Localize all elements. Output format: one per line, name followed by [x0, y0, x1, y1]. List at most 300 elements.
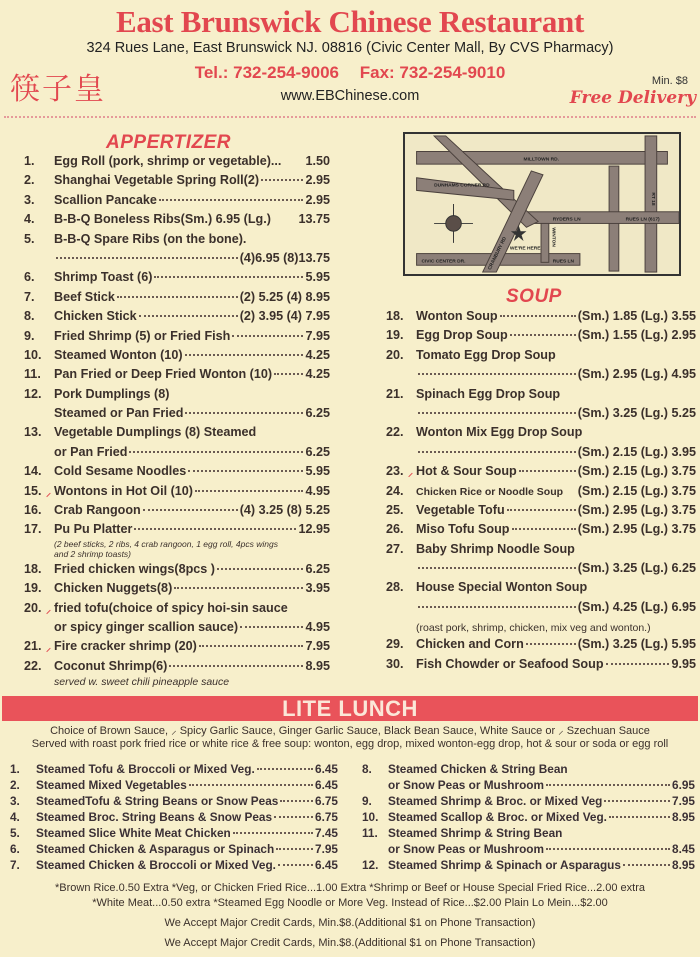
menu-item: [362, 810, 695, 826]
menu-item: [24, 290, 330, 309]
item-number: 4.: [10, 810, 20, 824]
hot-pepper-icon: ⸝: [408, 468, 413, 480]
menu-item-line: [362, 794, 695, 810]
item-name: B-B-Q Spare Ribs (on the bone).: [54, 231, 247, 246]
website-link[interactable]: www.EBChinese.com: [280, 88, 420, 104]
dotted-leader: [143, 509, 238, 511]
menu-item: [386, 484, 696, 503]
menu-item-line: [24, 406, 330, 425]
dotted-leader: [507, 509, 576, 511]
menu-item-line: [24, 173, 330, 192]
menu-item: [362, 826, 695, 858]
menu-item-line: [386, 387, 696, 406]
dotted-leader: [154, 276, 303, 278]
menu-item: [10, 762, 338, 778]
item-number: 22.: [24, 658, 42, 673]
item-number: 10.: [24, 347, 42, 362]
item-description: (2 beef sticks, 2 ribs, 4 crab rangoon, 1 egg roll, 4pcs wings and 2 shrimp toasts): [54, 538, 278, 559]
menu-item: [24, 522, 330, 558]
item-number: 1.: [10, 762, 20, 776]
map-label: RUES LN: [552, 259, 575, 265]
item-number: 13.: [24, 425, 42, 440]
item-number: 20.: [386, 347, 404, 362]
menu-item: [24, 367, 330, 386]
item-name: Vegetable Tofu: [416, 502, 505, 517]
restaurant-name: East Brunswick Chinese Restaurant: [115, 4, 585, 39]
item-price: 6.95: [672, 778, 695, 792]
item-name: Steamed Slice White Meat Chicken: [36, 826, 231, 840]
menu-item: [24, 173, 330, 192]
item-number: 4.: [24, 212, 35, 227]
item-price: (Sm.) 3.25 (Lg.) 5.95: [577, 637, 696, 652]
dotted-leader: [185, 354, 304, 356]
item-price: (Sm.) 4.25 (Lg.) 6.95: [577, 599, 696, 614]
menu-item: [24, 309, 330, 328]
item-price: (Sm.) 1.55 (Lg.) 2.95: [577, 328, 696, 343]
hot-pepper-icon: ⸝: [46, 487, 51, 499]
dotted-leader: [174, 587, 303, 589]
item-name: Pork Dumplings (8): [54, 386, 170, 401]
dotted-leader: [512, 528, 576, 530]
map-road: [417, 178, 514, 200]
item-name: Steamed Chicken & Asparagus or Spinach: [36, 842, 275, 856]
menu-item-line: [24, 484, 330, 503]
dotted-leader: [519, 470, 576, 472]
map-road: [541, 223, 549, 262]
dotted-leader: [418, 567, 576, 569]
item-name: Scallion Pancake: [54, 192, 157, 207]
hot-pepper-icon: ⸝: [46, 643, 51, 655]
item-price: (2) 5.25 (4) 8.95: [239, 289, 330, 304]
dotted-leader: [604, 800, 670, 802]
menu-item-line: [362, 810, 695, 826]
dotted-leader: [261, 179, 303, 181]
item-number: 18.: [386, 309, 404, 323]
item-price: 2.95: [305, 173, 330, 188]
dotted-leader: [217, 568, 304, 570]
telephone[interactable]: Tel.: 732-254-9006: [194, 63, 339, 82]
item-number: 14.: [24, 464, 42, 479]
item-name: House Special Wonton Soup: [416, 580, 588, 595]
item-number: 24.: [386, 483, 404, 498]
item-number: 25.: [386, 502, 404, 517]
menu-item: [10, 810, 338, 826]
item-name: Fried chicken wings(8pcs ): [54, 561, 215, 576]
item-number: 3.: [10, 794, 20, 808]
item-number: 20.: [24, 600, 42, 615]
dotted-leader: [280, 800, 313, 802]
dotted-leader: [274, 373, 303, 375]
menu-item-line: [362, 842, 695, 858]
menu-item: [386, 522, 696, 541]
menu-item-line: [24, 193, 330, 212]
menu-item-line: [386, 367, 696, 386]
menu-item-line: [386, 348, 696, 367]
item-number: 8.: [24, 309, 35, 324]
appetizer-list: [24, 154, 330, 688]
map-label: RT 18: [649, 192, 655, 206]
item-price: 8.95: [672, 858, 695, 872]
menu-item: [24, 581, 330, 600]
item-number: 12.: [362, 858, 379, 872]
item-name: Steamed or Pan Fried: [54, 406, 184, 421]
menu-item: [24, 503, 330, 522]
menu-item-line: [362, 858, 695, 874]
item-number: 21.: [386, 386, 404, 401]
menu-item: [10, 778, 338, 794]
item-name: Wonton Soup: [416, 309, 498, 323]
item-name: Steamed Shrimp & Broc. or Mixed Veg: [388, 794, 603, 808]
menu-item-line: [10, 762, 338, 778]
item-price: (Sm.) 3.25 (Lg.) 6.25: [577, 561, 696, 576]
menu-item-line: [24, 154, 330, 173]
menu-item: [24, 562, 330, 581]
item-price: (2) 3.95 (4) 7.95: [239, 309, 330, 324]
menu-item-line: [24, 290, 330, 309]
item-name: Miso Tofu Soup: [416, 522, 510, 537]
menu-item-line: [24, 212, 330, 231]
item-name: Wontons in Hot Oil (10): [54, 483, 193, 498]
menu-item-line: [386, 600, 696, 619]
item-number: 10.: [362, 810, 379, 824]
item-price: 4.25: [305, 367, 330, 382]
lite-lunch-left-list: [10, 762, 338, 874]
dotted-leader: [526, 643, 576, 645]
item-number: 30.: [386, 656, 404, 671]
item-price: 8.95: [672, 810, 695, 824]
item-number: 28.: [386, 580, 404, 595]
item-name: fried tofu(choice of spicy hoi-sin sauce: [54, 600, 288, 615]
item-number: 23.: [386, 464, 404, 479]
header-divider: [4, 116, 696, 118]
item-name: Steamed Scallop & Broc. or Mixed Veg.: [388, 810, 607, 824]
credit-card-note: We Accept Major Credit Cards, Min.$8.(Additional $1 on Phone Transaction): [164, 937, 536, 949]
menu-item: [386, 328, 696, 347]
item-price: 12.95: [298, 522, 330, 537]
menu-item: [24, 601, 330, 640]
item-number: 15.: [24, 483, 42, 498]
item-name: or Snow Peas or Mushroom: [388, 842, 545, 856]
item-name: Shanghai Vegetable Spring Roll(2): [54, 173, 260, 188]
dotted-leader: [195, 490, 303, 492]
menu-item-line: [24, 445, 330, 464]
menu-item: [10, 858, 338, 874]
item-price: (4)6.95 (8)13.75: [239, 250, 330, 265]
item-number: 2.: [10, 778, 20, 792]
menu-item: [24, 387, 330, 426]
lite-lunch-heading: LITE LUNCH: [2, 696, 698, 721]
menu-item: [386, 542, 696, 581]
menu-item: [386, 580, 696, 637]
menu-item: [24, 193, 330, 212]
menu-item-line: [10, 858, 338, 874]
menu-item-line: [24, 329, 330, 348]
item-price: 9.95: [671, 656, 696, 671]
item-name: Fish Chowder or Seafood Soup: [416, 656, 604, 671]
dotted-leader: [278, 864, 313, 866]
map-label: CRANBURY RD: [487, 236, 509, 271]
soup-list: [386, 309, 696, 676]
fax: Fax: 732-254-9010: [359, 63, 506, 82]
item-name: Steamed Broc. String Beans & Snow Peas: [36, 810, 273, 824]
item-price: 3.95: [305, 581, 330, 596]
extras-note: *Brown Rice.0.50 Extra *Veg, or Chicken Fried Rice...1.00 Extra *Shrimp or Beef or House Special Fried Rice...2.00 extra: [55, 882, 645, 894]
menu-item-line: [386, 580, 696, 599]
extras-note: *White Meat...0.50 extra *Steamed Egg Noodle or More Veg. Instead of Rice...$2.00 Plain Lo Mein...$2.00: [92, 897, 608, 909]
menu-item-line: [24, 348, 330, 367]
menu-item-line: [386, 445, 696, 464]
item-number: 17.: [24, 522, 42, 537]
menu-item: [10, 826, 338, 842]
dotted-leader: [500, 315, 576, 317]
menu-item-line: [24, 425, 330, 444]
item-price: 6.25: [305, 406, 330, 421]
menu-item-line: [386, 406, 696, 425]
item-price: 6.45: [315, 762, 338, 776]
dotted-leader: [169, 665, 303, 667]
menu-item: [386, 464, 696, 483]
credit-card-note: We Accept Major Credit Cards, Min.$8.(Additional $1 on Phone Transaction): [164, 917, 536, 929]
item-name: Cold Sesame Noodles: [54, 464, 187, 479]
menu-item-line: [386, 328, 696, 347]
dotted-leader: [240, 626, 303, 628]
menu-item: [386, 425, 696, 464]
item-number: 6.: [24, 270, 35, 285]
dotted-leader: [134, 528, 296, 530]
served-with-note: Served with roast pork fried rice or white rice & free soup: wonton, egg drop, mixed wonton-egg drop, hot & sour or soda or egg roll: [31, 738, 669, 750]
dotted-leader: [418, 412, 576, 414]
menu-item: [362, 858, 695, 874]
item-price: 7.95: [672, 794, 695, 808]
menu-item: [386, 309, 696, 328]
menu-item-line: [24, 270, 330, 289]
item-price: (4) 3.25 (8) 5.25: [239, 503, 330, 518]
item-name: Baby Shrimp Noodle Soup: [416, 541, 575, 556]
item-price: 13.75: [298, 212, 330, 227]
item-name: SteamedTofu & String Beans or Snow Peas: [36, 794, 279, 808]
menu-item: [386, 387, 696, 426]
dotted-leader: [139, 315, 238, 317]
map-label: RUES LN (617): [625, 217, 660, 223]
item-number: 7.: [10, 858, 20, 872]
menu-item: [24, 329, 330, 348]
menu-item: [24, 232, 330, 271]
menu-item-line: [386, 561, 696, 580]
item-price: 7.95: [305, 639, 330, 654]
item-price: (Sm.) 2.15 (Lg.) 3.75: [577, 464, 696, 479]
item-number: 6.: [10, 842, 20, 856]
menu-item: [10, 794, 338, 810]
item-name: Crab Rangoon: [54, 503, 141, 518]
menu-item-line: [362, 762, 695, 778]
item-name: Steamed Shrimp & String Bean: [388, 826, 563, 840]
item-name: B-B-Q Boneless Ribs(Sm.) 6.95 (Lg.): [54, 212, 271, 227]
menu-item-line: [386, 309, 696, 328]
item-price: (Sm.) 3.25 (Lg.) 5.25: [577, 405, 696, 420]
item-name: Fried Shrimp (5) or Fried Fish: [54, 328, 231, 343]
menu-item: [386, 503, 696, 522]
dotted-leader: [188, 470, 303, 472]
item-price: 8.95: [305, 658, 330, 673]
menu-item-line: [24, 601, 330, 620]
item-number: 9.: [24, 328, 35, 343]
menu-item-line: [24, 232, 330, 251]
item-name: or spicy ginger scallion sauce): [54, 619, 239, 634]
item-number: 9.: [362, 794, 372, 808]
menu-item: [24, 212, 330, 231]
item-price: 2.95: [305, 192, 330, 207]
item-number: 5.: [10, 826, 20, 840]
item-name: Chicken Nuggets(8): [54, 581, 173, 596]
menu-item: [362, 794, 695, 810]
dotted-leader: [418, 606, 576, 608]
item-number: 19.: [386, 328, 404, 343]
dotted-leader: [159, 199, 304, 201]
soup-heading: SOUP: [506, 286, 562, 307]
menu-item: [386, 348, 696, 387]
item-number: 8.: [362, 762, 372, 776]
menu-item-line: [24, 639, 330, 658]
item-price: 6.75: [315, 810, 338, 824]
item-number: 3.: [24, 192, 35, 207]
sauce-choice-note: Choice of Brown Sauce, ⸝ Spicy Garlic Sauce, Ginger Garlic Sauce, Black Bean Sauce, White Sauce or ⸝ Szechuan Sauce: [50, 725, 650, 737]
item-name: Hot & Sour Soup: [416, 464, 517, 479]
item-name: Steamed Mixed Vegetables: [36, 778, 187, 792]
item-name: Egg Roll (pork, shrimp or vegetable)...: [54, 154, 282, 168]
item-description: (roast pork, shrimp, chicken, mix veg and wonton.): [416, 622, 651, 635]
menu-item-line: [24, 620, 330, 639]
item-price: 1.50: [305, 154, 330, 168]
dotted-leader: [546, 784, 670, 786]
dotted-leader: [129, 451, 303, 453]
menu-item-line: [24, 309, 330, 328]
dotted-leader: [609, 816, 670, 818]
item-number: 21.: [24, 639, 42, 654]
free-delivery: Free Delivery: [569, 88, 696, 108]
item-name: Coconut Shrimp(6): [54, 658, 168, 673]
menu-item: [386, 657, 696, 676]
chinese-name-logo: 筷子皇: [10, 72, 106, 107]
item-name: or Snow Peas or Mushroom: [388, 778, 545, 792]
dotted-leader: [257, 768, 313, 770]
item-name: Fire cracker shrimp (20): [54, 639, 197, 654]
item-price: 8.45: [672, 842, 695, 856]
dotted-leader: [185, 412, 303, 414]
menu-item-line: [24, 581, 330, 600]
item-price: 5.95: [305, 464, 330, 479]
item-price: (Sm.) 2.95 (Lg.) 4.95: [577, 367, 696, 382]
item-name: Beef Stick: [54, 289, 115, 304]
dotted-leader: [546, 848, 670, 850]
menu-item: [24, 639, 330, 658]
dotted-leader: [276, 848, 313, 850]
menu-item: [24, 270, 330, 289]
map-label: MILLTOWN RD.: [523, 157, 559, 163]
item-number: 11.: [362, 826, 378, 840]
menu-item-line: [24, 387, 330, 406]
dotted-leader: [274, 816, 313, 818]
dotted-leader: [189, 784, 313, 786]
dotted-leader: [117, 296, 238, 298]
item-name: Steamed Shrimp & Spinach or Asparagus: [388, 858, 621, 872]
item-name: Wonton Mix Egg Drop Soup: [416, 425, 583, 440]
item-price: (Sm.) 1.85 (Lg.) 3.55: [577, 309, 696, 323]
item-number: 18.: [24, 561, 42, 576]
menu-item: [10, 842, 338, 858]
item-number: 26.: [386, 522, 404, 537]
menu-item: [24, 425, 330, 464]
item-name: Chicken Stick: [54, 309, 137, 324]
item-description: served w. sweet chili pineapple sauce: [54, 676, 230, 689]
menu-item-line: [386, 464, 696, 483]
item-number: 29.: [386, 637, 404, 652]
dotted-leader: [232, 335, 303, 337]
menu-item: [24, 484, 330, 503]
item-price: 7.95: [305, 328, 330, 343]
dotted-leader: [623, 864, 670, 866]
menu-item-line: [10, 778, 338, 794]
item-name: Steamed Chicken & Broccoli or Mixed Veg.: [36, 858, 276, 872]
item-price: (Sm.) 2.95 (Lg.) 3.75: [577, 522, 696, 537]
map-label: DUNHAMS CORNER RD: [434, 183, 490, 189]
item-price: 4.25: [305, 347, 330, 362]
item-price: 6.45: [315, 858, 338, 872]
dotted-leader: [606, 663, 670, 665]
item-name: Chicken Rice or Noodle Soup: [416, 485, 564, 498]
appetizer-heading: APPERTIZER: [106, 132, 232, 153]
item-name: or Pan Fried: [54, 444, 128, 459]
dotted-leader: [418, 451, 576, 453]
menu-item-line: [24, 251, 330, 270]
lite-lunch-right-list: [362, 762, 695, 874]
menu-item: [24, 348, 330, 367]
map-label: RYDERS LN: [552, 217, 581, 223]
item-price: 4.95: [305, 619, 330, 634]
location-map: [403, 132, 681, 276]
dotted-leader: [56, 257, 238, 259]
menu-item: [362, 762, 695, 794]
minimum-order: Min. $8: [651, 75, 688, 87]
item-number: 5.: [24, 231, 35, 246]
item-name: Steamed Tofu & Broccoli or Mixed Veg.: [36, 762, 255, 776]
item-price: (Sm.) 2.95 (Lg.) 3.75: [577, 502, 696, 517]
compass-icon: [434, 204, 473, 243]
menu-item-line: [386, 542, 696, 561]
item-number: 19.: [24, 581, 42, 596]
item-name: Egg Drop Soup: [416, 328, 508, 343]
item-name: Steamed Wonton (10): [54, 347, 183, 362]
item-number: 27.: [386, 541, 404, 556]
item-number: 1.: [24, 154, 35, 168]
menu-item-line: [362, 778, 695, 794]
address: 324 Rues Lane, East Brunswick NJ. 08816 (Civic Center Mall, By CVS Pharmacy): [86, 40, 614, 56]
item-number: 12.: [24, 386, 42, 401]
dotted-leader: [418, 373, 576, 375]
item-number: 7.: [24, 289, 35, 304]
item-number: 2.: [24, 173, 35, 188]
item-price: 4.95: [305, 483, 330, 498]
item-number: 11.: [24, 367, 41, 382]
menu-item-line: [386, 657, 696, 676]
item-price: 7.95: [315, 842, 338, 856]
map-label: WE'RE HERE: [509, 246, 541, 252]
map-label: WINTON: [550, 227, 556, 247]
item-price: 6.45: [315, 778, 338, 792]
menu-item-line: [24, 562, 330, 581]
menu-item-line: [386, 503, 696, 522]
menu-item-line: [386, 484, 696, 503]
item-price: 6.25: [305, 444, 330, 459]
